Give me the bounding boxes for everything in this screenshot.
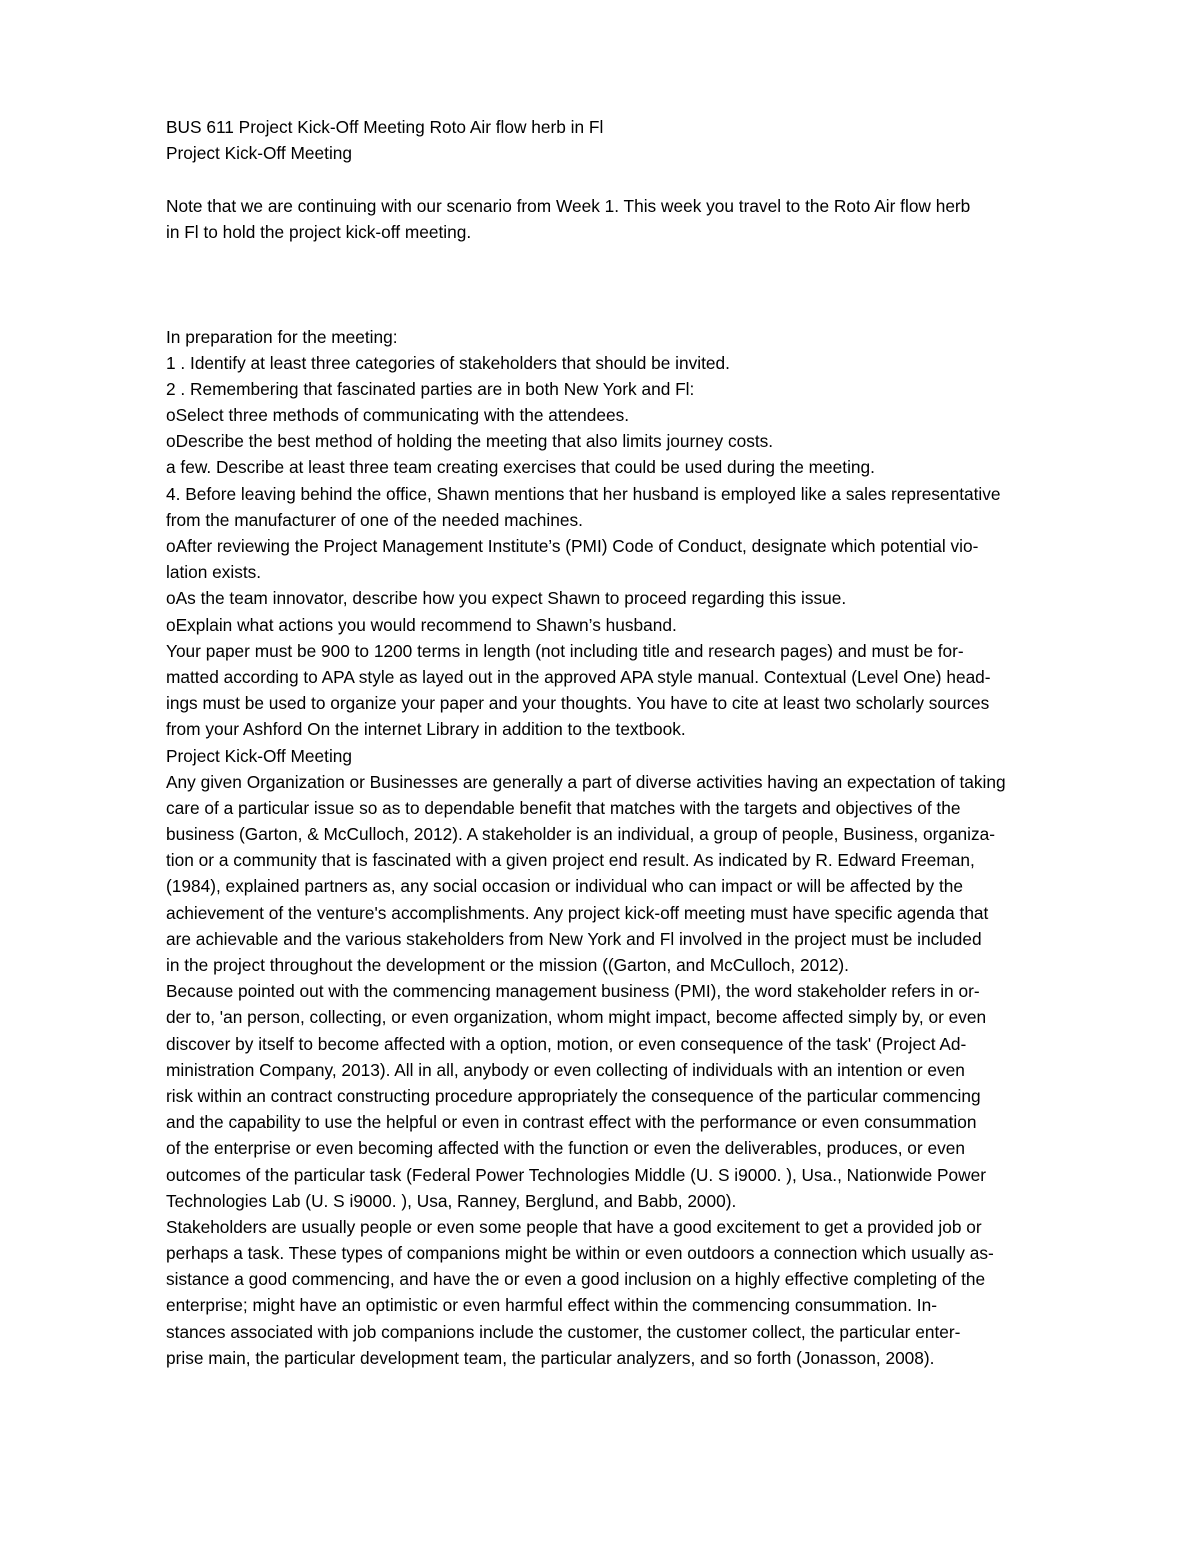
body-line: enterprise; might have an optimistic or even harmful effect within the commencing consummation. In- (166, 1295, 937, 1316)
body-line: are achievable and the various stakeholders from New York and Fl involved in the project must be included (166, 928, 982, 949)
prompt-line: 2 . Remembering that fascinated parties are in both New York and Fl: (166, 378, 695, 399)
prompt-line: oAfter reviewing the Project Management Institute’s (PMI) Code of Conduct, designate which potential vio- (166, 536, 979, 556)
body-line: stances associated with job companions include the customer, the customer collect, the particular enter- (166, 1321, 961, 1342)
prompt-line: In preparation for the meeting: (166, 326, 398, 347)
prompt-line: oDescribe the best method of holding the meeting that also limits journey costs. (166, 431, 774, 452)
prompt-line: 4. Before leaving behind the office, Shawn mentions that her husband is employed like a sales representative (166, 483, 1001, 504)
intro-line: Note that we are continuing with our scenario from Week 1. This week you travel to the Roto Air flow herb (166, 195, 971, 216)
body-line: sistance a good commencing, and have the or even a good inclusion on a highly effective completing of the (166, 1269, 986, 1290)
prompt-line: matted according to APA style as layed out in the approved APA style manual. Contextual (Level One) head- (166, 666, 991, 687)
prompt-line: a few. Describe at least three team creating exercises that could be used during the meeting. (166, 457, 875, 478)
body-line: tion or a community that is fascinated with a given project end result. As indicated by R. Edward Freeman, (166, 850, 975, 871)
document-subtitle: Project Kick-Off Meeting (166, 143, 353, 164)
spacer (166, 166, 1126, 192)
prompt-line: oSelect three methods of communicating with the attendees. (166, 405, 630, 426)
prompt-line: from your Ashford On the internet Library in addition to the textbook. (166, 719, 686, 740)
body-line: achievement of the venture's accomplishments. Any project kick-off meeting must have specific agenda that (166, 902, 989, 923)
document-title: BUS 611 Project Kick-Off Meeting Roto Air flow herb in Fl (166, 117, 604, 137)
prompt-line: from the manufacturer of one of the needed machines. (166, 509, 583, 530)
prompt-line: ings must be used to organize your paper and your thoughts. You have to cite at least two scholarly sources (166, 693, 990, 714)
body-line: in the project throughout the development or the mission ((Garton, and McCulloch, 2012). (166, 955, 849, 975)
body-line: business (Garton, & McCulloch, 2012). A stakeholder is an individual, a group of people, Business, organiza- (166, 824, 996, 845)
body-line: perhaps a task. These types of companions might be within or even outdoors a connection which usually as- (166, 1243, 994, 1264)
body-line: and the capability to use the helpful or even in contrast effect with the performance or even consummation (166, 1112, 977, 1133)
prompt-line: Your paper must be 900 to 1200 terms in length (not including title and research pages) and must be for- (166, 640, 964, 661)
body-line: discover by itself to become affected with a option, motion, or even consequence of the task' (Project Ad- (166, 1033, 967, 1054)
body-line: risk within an contract constructing procedure appropriately the consequence of the particular commencing (166, 1085, 981, 1106)
body-line: outcomes of the particular task (Federal Power Technologies Middle (U. S i9000. ), Usa., Nationwide Power (166, 1164, 986, 1185)
body-line: Any given Organization or Businesses are generally a part of diverse activities having an expectation of taking (166, 771, 1006, 792)
body-line: ministration Company, 2013). All in all, anybody or even collecting of individuals with an intention or even (166, 1059, 965, 1080)
body-line: der to, 'an person, collecting, or even organization, whom might impact, become affected simply by, or even (166, 1007, 987, 1028)
spacer (166, 245, 1126, 271)
intro-line: in Fl to hold the project kick-off meeting. (166, 221, 472, 242)
prompt-line: lation exists. (166, 562, 262, 583)
spacer (166, 271, 1126, 297)
body-line: (1984), explained partners as, any social occasion or individual who can impact or will be affected by the (166, 876, 963, 897)
body-line: Because pointed out with the commencing management business (PMI), the word stakeholder refers in or- (166, 981, 980, 1002)
document-text (166, 114, 1126, 1371)
prompt-line: 1 . Identify at least three categories of stakeholders that should be invited. (166, 352, 730, 373)
body-line: Stakeholders are usually people or even some people that have a good excitement to get a provided job or (166, 1216, 982, 1237)
body-line: prise main, the particular development team, the particular analyzers, and so forth (Jonasson, 2008). (166, 1347, 935, 1368)
body-line: Technologies Lab (U. S i9000. ), Usa, Ranney, Berglund, and Babb, 2000). (166, 1190, 737, 1211)
spacer (166, 297, 1126, 323)
prompt-line: oExplain what actions you would recommend to Shawn’s husband. (166, 614, 677, 635)
body-line: of the enterprise or even becoming affected with the function or even the deliverables, produces, or even (166, 1138, 965, 1159)
prompt-line: oAs the team innovator, describe how you expect Shawn to proceed regarding this issue. (166, 588, 847, 609)
body-line: care of a particular issue so as to dependable benefit that matches with the targets and objectives of the (166, 797, 961, 818)
section-heading: Project Kick-Off Meeting (166, 745, 353, 766)
